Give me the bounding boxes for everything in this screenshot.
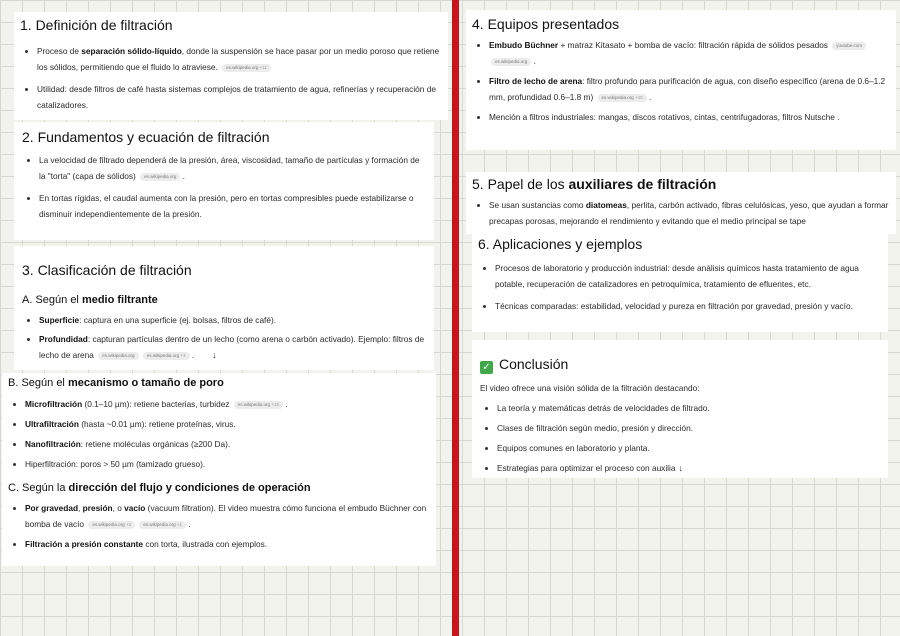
list-item: Equipos comunes en laboratorio y planta. xyxy=(480,440,882,456)
list-item: Embudo Büchner + matraz Kitasato + bomba de vacío: filtración rápida de sólidos pesados youtube.com es.wikipedia.org . xyxy=(472,37,890,69)
source-chip[interactable]: es.wikipedia.org +1 xyxy=(143,352,190,360)
arrow-down-icon[interactable]: ↓ xyxy=(212,350,217,360)
card-clasificacion-b-c xyxy=(2,373,436,566)
list-item: La teoría y matemáticas detrás de velocidades de filtrado. xyxy=(480,400,882,416)
section-2-list xyxy=(22,152,428,222)
arrow-down-icon[interactable]: ↓ xyxy=(678,463,683,473)
card-clasificacion xyxy=(14,246,434,370)
list-item: Se usan sustancias como diatomeas, perlita, carbón activado, fibras celulósicas, yeso, que ayudan a formar precapas porosas, mejorando el rendimiento y evitando que el medio principal se tape xyxy=(472,197,890,229)
list-item: Hiperfiltración: poros > 50 µm (tamizado grueso). xyxy=(8,456,430,472)
conclusion-list xyxy=(480,400,882,476)
list-item: Proceso de separación sólido‑líquido, donde la suspensión se hace pasar por un medio poroso que retiene los sólidos, permitiendo que el fluido lo atraviese. es.wikipedia.org +11 xyxy=(20,43,442,75)
list-item: Mención a filtros industriales: mangas, discos rotativos, cintas, centrifugadoras, filtros Nutsche . xyxy=(472,109,890,125)
subsection-b-title: B. Según el mecanismo o tamaño de poro xyxy=(8,377,224,389)
list-item: Superficie: captura en una superficie (ej. bolsas, filtros de café). xyxy=(22,312,428,328)
section-5-list xyxy=(472,197,890,229)
list-item: Clases de filtración según medio, presión y dirección. xyxy=(480,420,882,436)
list-item: La velocidad de filtrado dependerá de la presión, área, viscosidad, tamaño de partículas y formación de la "torta" (capa de sólidos) es.wikipedia.org . xyxy=(22,152,428,184)
subsection-b-list xyxy=(8,396,430,472)
source-chip[interactable]: es.wikipedia.org +1 xyxy=(139,521,186,529)
source-chip[interactable]: es.wikipedia.org xyxy=(140,173,180,181)
section-1-list xyxy=(20,43,442,113)
card-aplicaciones xyxy=(472,234,888,332)
subsection-a-title: A. Según el medio filtrante xyxy=(22,294,158,306)
list-item: Profundidad: capturan partículas dentro de un lecho (como arena o carbón activado). Ejemplo: filtros de lecho de arena es.wikipedia.org es.wikipedia.org +1 . ↓ xyxy=(22,331,428,363)
list-item: Técnicas comparadas: estabilidad, velocidad y pureza en filtración por gravedad, presión y vacío. xyxy=(478,298,882,314)
list-item: Procesos de laboratorio y producción industrial: desde análisis químicos hasta tratamiento de agua potable, recuperación de catalizadores en petroquímica, tratamiento de efluentes, etc. xyxy=(478,260,882,292)
source-chip[interactable]: es.wikipedia.org xyxy=(98,352,138,360)
subsection-c-list xyxy=(8,500,430,552)
section-6-title: 6. Aplicaciones y ejemplos xyxy=(478,236,643,252)
card-equipos xyxy=(466,10,896,150)
source-chip[interactable]: es.wikipedia.org xyxy=(491,58,531,66)
card-definicion xyxy=(14,12,448,120)
source-chip[interactable]: es.wikipedia.org +15 xyxy=(234,401,283,409)
list-item: Ultrafiltración (hasta ~0.01 µm): retiene proteínas, virus. xyxy=(8,416,430,432)
list-item: Filtro de lecho de arena: filtro profundo para purificación de agua, con diseño específico (arena de 0.6–1.2 mm, profundidad 0.6–1.8 m) es.wikipedia.org +10 . xyxy=(472,73,890,105)
conclusion-title: ✓ Conclusión xyxy=(480,356,882,374)
list-item: Estrategias para optimizar el proceso con auxilia ↓ xyxy=(480,460,882,476)
list-item: En tortas rígidas, el caudal aumenta con la presión, pero en tortas compresibles puede estabilizarse o disminuir independientemente de la presión. xyxy=(22,190,428,222)
source-chip[interactable]: youtube.com xyxy=(832,42,866,50)
source-chip[interactable]: es.wikipedia.org +10 xyxy=(598,94,647,102)
subsection-c-title: C. Según la dirección del flujo y condiciones de operación xyxy=(8,482,311,494)
card-fundamentos xyxy=(14,122,434,240)
source-chip[interactable]: es.wikipedia.org +11 xyxy=(222,64,271,72)
list-item: Microfiltración (0.1–10 µm): retiene bacterias, turbidez es.wikipedia.org +15 . xyxy=(8,396,430,412)
section-6-list xyxy=(478,260,882,314)
list-item: Filtración a presión constante con torta, ilustrada con ejemplos. xyxy=(8,536,430,552)
section-4-title: 4. Equipos presentados xyxy=(472,16,620,32)
subsection-a-list xyxy=(22,312,428,363)
list-item: Por gravedad, presión, o vacío (vacuum filtration). El video muestra cómo funciona el embudo Büchner con bomba de vacío es.wikipedia.org +3 es.wikipedia.org +1 . xyxy=(8,500,430,532)
card-auxiliares xyxy=(466,172,896,234)
list-item: Utilidad: desde filtros de café hasta sistemas complejos de tratamiento de agua, refinerías y recuperación de catalizadores. xyxy=(20,81,442,113)
source-chip[interactable]: es.wikipedia.org +3 xyxy=(88,521,135,529)
section-2-title: 2. Fundamentos y ecuación de filtración xyxy=(22,129,270,145)
card-conclusion xyxy=(472,340,888,478)
check-mark-icon: ✓ xyxy=(480,361,493,374)
list-item: Nanofiltración: retiene moléculas orgánicas (≥200 Da). xyxy=(8,436,430,452)
red-divider-line xyxy=(452,0,459,636)
section-1-title: 1. Definición de filtración xyxy=(20,17,173,33)
section-5-title: 5. Papel de los auxiliares de filtración xyxy=(472,176,717,192)
conclusion-intro: El video ofrece una visión sólida de la filtración destacando: xyxy=(480,383,700,393)
section-4-list xyxy=(472,37,890,125)
section-3-title: 3. Clasificación de filtración xyxy=(22,262,192,278)
